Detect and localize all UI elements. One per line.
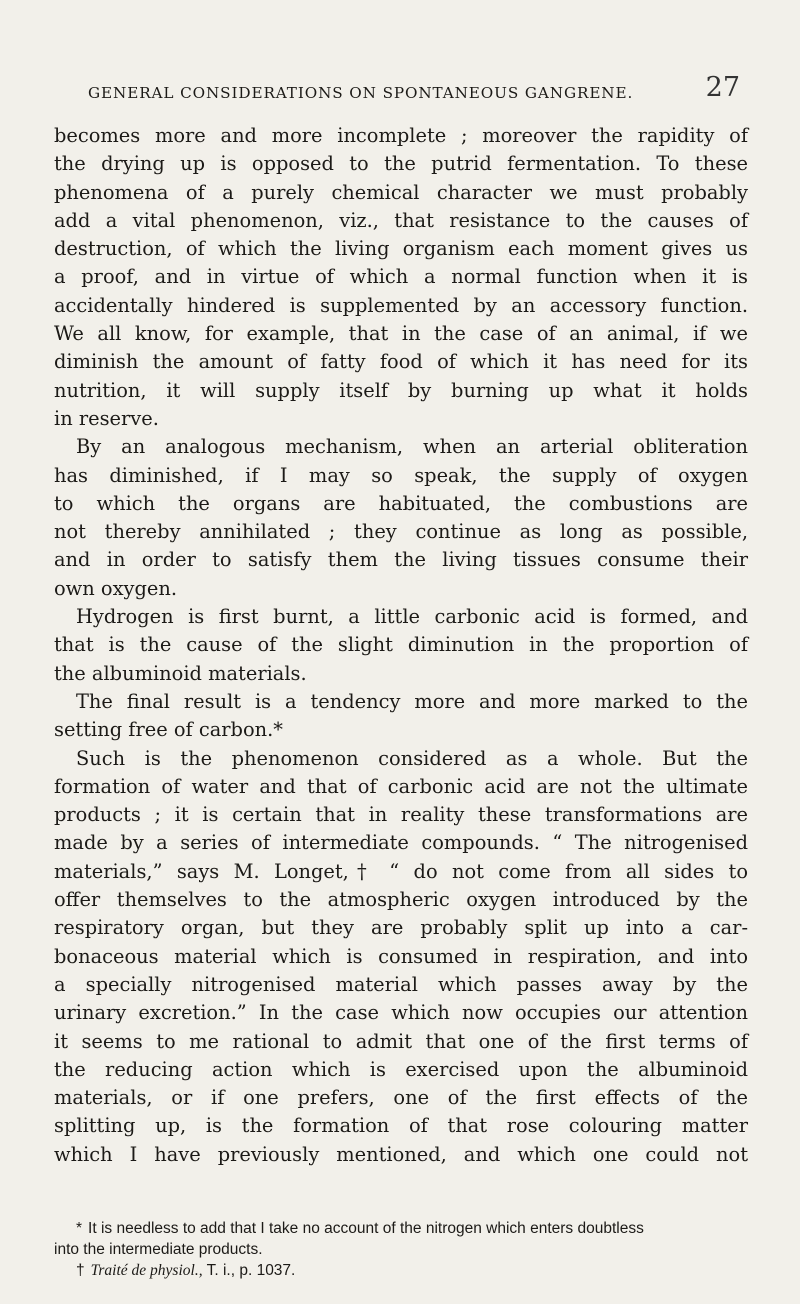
- footnote-2: [54, 1260, 748, 1281]
- text-line: has diminished, if I may so speak, the supply of oxygen: [54, 463, 748, 487]
- text-line: made by a series of intermediate compounds. “ The nitrogenised: [54, 831, 748, 855]
- text-line: materials, or if one prefers, one of the first effects of the: [54, 1086, 748, 1110]
- text-line: setting free of carbon.*: [54, 718, 283, 742]
- text-line: formation of water and that of carbonic acid are not the ultimate: [54, 774, 748, 798]
- footnote-reference-locator: T. i., p. 1037.: [206, 1262, 296, 1279]
- page-number: 27: [705, 72, 740, 103]
- text-line: bonaceous material which is consumed in respiration, and into: [54, 944, 748, 968]
- body-text: [54, 122, 748, 1169]
- text-line: in reserve.: [54, 406, 159, 430]
- paragraph-start-line: Hydrogen is first burnt, a little carbonic acid is formed, and: [76, 605, 748, 629]
- footnote-1: [54, 1218, 748, 1239]
- text-line: nutrition, it will supply itself by burning up what it holds: [54, 378, 748, 402]
- text-line: own oxygen.: [54, 576, 178, 600]
- paragraph-start-line: The final result is a tendency more and more marked to the: [76, 689, 748, 713]
- footnote-mark: *: [76, 1220, 83, 1237]
- text-line: the albuminoid materials.: [54, 661, 307, 685]
- text-line: becomes more and more incomplete ; moreover the rapidity of: [54, 124, 748, 147]
- text-line: We all know, for example, that in the case of an animal, if we: [54, 322, 748, 346]
- text-line: the drying up is opposed to the putrid fermentation. To these: [54, 152, 748, 176]
- footnote-1-continuation: into the intermediate products.: [54, 1241, 263, 1258]
- paragraph-start-line: By an analogous mechanism, when an arterial obliteration: [76, 435, 748, 459]
- text-line: splitting up, is the formation of that rose colouring matter: [54, 1114, 748, 1138]
- text-line: it seems to me rational to admit that one of the first terms of: [54, 1029, 748, 1053]
- text-line: accidentally hindered is supplemented by an accessory function.: [54, 293, 748, 317]
- text-line: urinary excretion.” In the case which now occupies our attention: [54, 1001, 748, 1025]
- footnote-reference-title: Traité de physiol.,: [90, 1262, 203, 1279]
- text-line: a specially nitrogenised material which passes away by the: [54, 972, 748, 996]
- text-line: and in order to satisfy them the living tissues consume their: [54, 548, 748, 572]
- footnote-text: It is needless to add that I take no account of the nitrogen which enters doubtless: [88, 1220, 644, 1237]
- text-line: respiratory organ, but they are probably split up into a car-: [54, 916, 748, 940]
- text-line: which I have previously mentioned, and which one could not: [54, 1142, 748, 1166]
- text-line: destruction, of which the living organism each moment gives us: [54, 237, 748, 261]
- text-line: phenomena of a purely chemical character we must probably: [54, 180, 748, 204]
- text-line: products ; it is certain that in reality these transformations are: [54, 803, 748, 827]
- text-line: add a vital phenomenon, viz., that resistance to the causes of: [54, 208, 748, 232]
- text-line: to which the organs are habituated, the combustions are: [54, 491, 748, 515]
- running-header: [88, 70, 740, 110]
- text-line: diminish the amount of fatty food of which it has need for its: [54, 350, 748, 374]
- paragraph-start-line: Such is the phenomenon considered as a whole. But the: [76, 746, 748, 770]
- text-line: the reducing action which is exercised upon the albuminoid: [54, 1057, 748, 1081]
- text-line: not thereby annihilated ; they continue as long as possible,: [54, 520, 748, 544]
- footnote-mark: †: [76, 1262, 85, 1279]
- text-line: offer themselves to the atmospheric oxygen introduced by the: [54, 888, 748, 912]
- footnotes: [54, 1218, 748, 1281]
- text-line: a proof, and in virtue of which a normal function when it is: [54, 265, 748, 289]
- running-title: GENERAL CONSIDERATIONS ON SPONTANEOUS GANGRENE.: [88, 84, 634, 102]
- text-line: materials,” says M. Longet,† “ do not come from all sides to: [54, 859, 748, 883]
- text-line: that is the cause of the slight diminution in the proportion of: [54, 633, 748, 657]
